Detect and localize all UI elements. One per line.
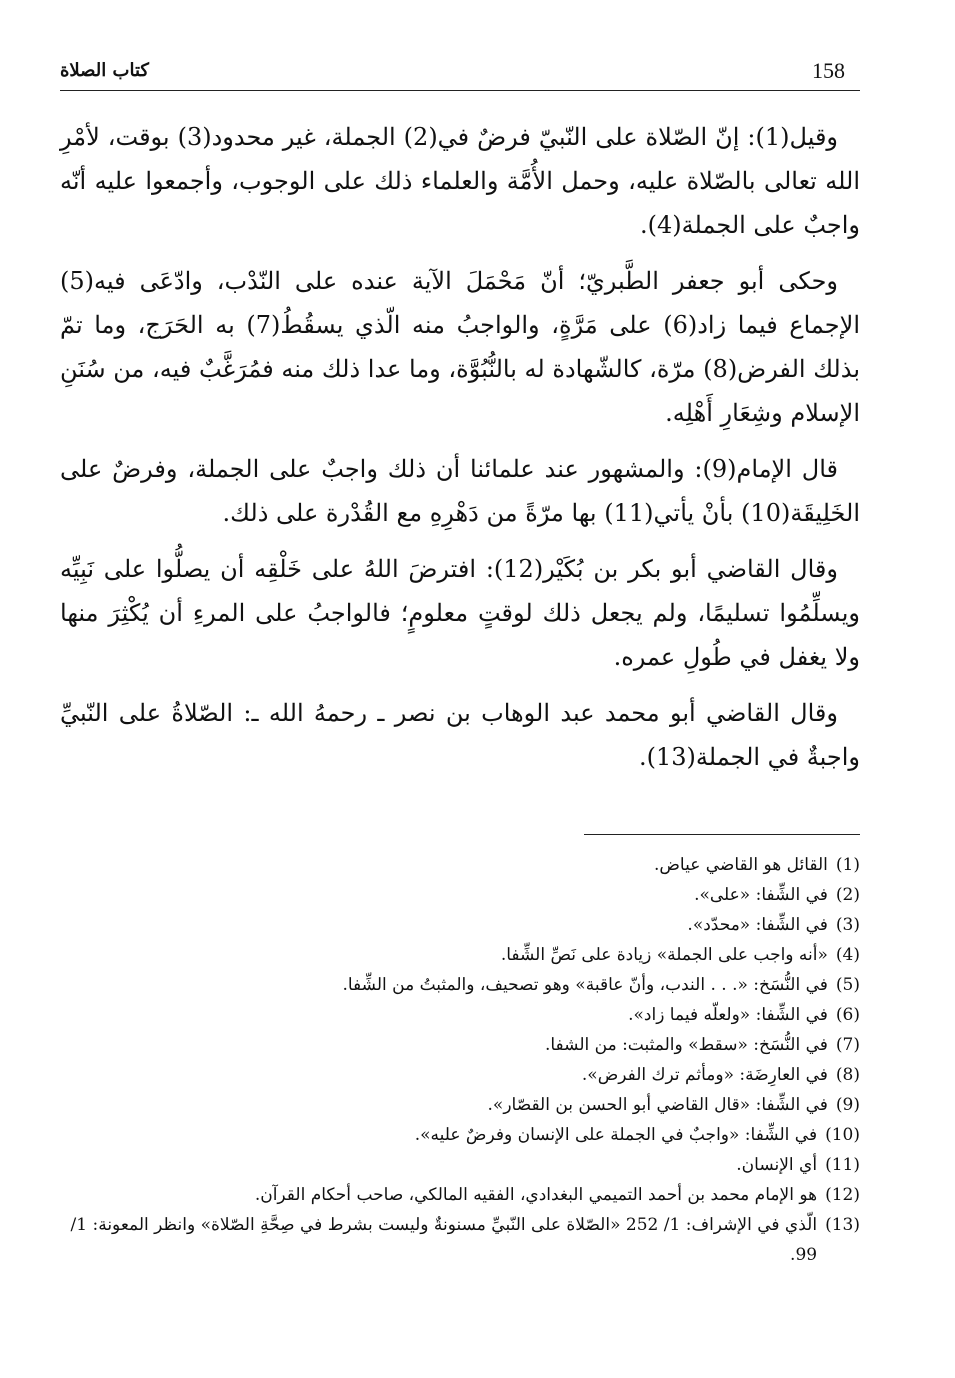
footnote [60,1060,860,1090]
paragraph: وقال القاضي أبو بكر بن بُكَيْر(12): افترضَ اللهُ على خَلْقِه أن يصلُّوا على نَبِيِّه ويسلِّمُوا تسليمًا، ولم يجعل ذلك لوقتٍ معلومٍ؛ فالواجبُ على المرءِ أن يُكْثِرَ منها ولا يغفل في طُولِ عمره. [60,555,860,671]
footnote-text: أي الإنسان. [736,1155,818,1175]
footnote [60,970,860,1000]
footnote [60,1150,860,1180]
paragraph: وقيل(1): إنّ الصّلاة على النّبيّ فرضٌ في(2) الجملة، غير محدود(3) بوقت، لأمْرِ الله تعالى بالصّلاة عليه، وحمل الأُمَّة والعلماء ذلك على الوجوب، وأجمعوا عليه أنّه واجبٌ على الجملة(4). [60,123,860,239]
footnote-text: في النُّسَخ: «. . . الندب، وأنّ عاقبة» وهو تصحيف، والمثبتُ من الشِّفا. [342,975,828,995]
footnote-text: في الشِّفا: «على». [694,885,828,905]
footnote [60,1210,860,1270]
footnote-text: في الشِّفا: «ولعلّه فيما زاد». [628,1005,828,1025]
footnote [60,880,860,910]
footnote [60,1030,860,1060]
paragraph: وقال القاضي أبو محمد عبد الوهاب بن نصر ـ رحمهُ الله ـ: الصّلاةُ على النّبيِّ واجبةٌ في الجملة(13). [60,699,860,771]
footnote-text: في العارِضَة: «ومأثم ترك الفرض». [581,1065,828,1085]
footnotes [60,850,860,1270]
footnote-text: الّذي في الإشراف: 1/ 252 «الصّلاة على النّبيِّ مسنونةٌ وليست بشرط في صِحَّةِ الصّلاة» وانظر المعونة: 1/ 99. [70,1215,818,1265]
footnote-number: (8) [835,1065,860,1085]
footnote [60,1180,860,1210]
footnote [60,1000,860,1030]
footnote [60,1090,860,1120]
footnote-text: في الشِّفا: «قال القاضي أبو الحسن بن القصّار». [487,1095,828,1115]
page-number: 158 [812,58,845,83]
footnote-number: (10) [825,1125,860,1145]
footnote-text: في الشِّفا: «محدّد». [687,915,828,935]
footnote-number: (9) [835,1095,860,1115]
footnote [60,910,860,940]
footnote [60,850,860,880]
footnote-number: (6) [835,1005,860,1025]
footnote-separator [584,834,860,835]
running-head: كتاب الصلاة [60,60,149,81]
footnote-text: «أنه واجب على الجملة» زيادة على نَصِّ الشِّفا. [500,945,828,965]
footnote-number: (3) [835,915,860,935]
footnote-number: (11) [825,1155,860,1175]
paragraph: وحكى أبو جعفر الطَّبريّ؛ أنّ مَحْمَلَ الآية عنده على النّدْب، وادّعَى فيه(5) الإجماع فيما زاد(6) على مَرَّةٍ، والواجبُ منه الّذي يسقُطُ(7) به الحَرَج، وما تمّ بذلك الفرض(8) مرّة، كالشّهادة له بالنُّبُوَّة، وما عدا ذلك منه فمُرَغَّبٌ فيه، من سُنَنِ الإسلام وشِعَارِ أَهْلِه. [60,267,861,427]
footnote-number: (13) [825,1215,860,1235]
footnote-text: القائل هو القاضي عياض. [653,855,828,875]
footnote [60,1120,860,1150]
footnote-text: في الشِّفا: «واجبٌ في الجملة على الإنسان وفرضٌ عليه». [414,1125,818,1145]
footnote-text: هو الإمام محمد بن أحمد التميمي البغدادي، الفقيه المالكي، صاحب أحكام القرآن. [254,1185,818,1205]
footnote-text: في النُّسَخ: «سقط» والمثبت: من الشفا. [544,1035,828,1055]
footnote-number: (4) [835,945,860,965]
footnote-number: (7) [835,1035,860,1055]
main-text [60,115,860,791]
paragraph: قال الإمام(9): والمشهور عند علمائنا أن ذلك واجبٌ على الجملة، وفرضٌ على الخَلِيقَة(10) بأنْ يأتي(11) بها مرّةً من دَهْرِهِ مع القُدْرة على ذلك. [60,455,860,527]
footnote-number: (5) [835,975,860,995]
book-page [60,50,860,1360]
footnote-number: (1) [835,855,860,875]
footnote-number: (12) [825,1185,860,1205]
page-header [60,50,860,91]
footnote [60,940,860,970]
footnote-number: (2) [835,885,860,905]
